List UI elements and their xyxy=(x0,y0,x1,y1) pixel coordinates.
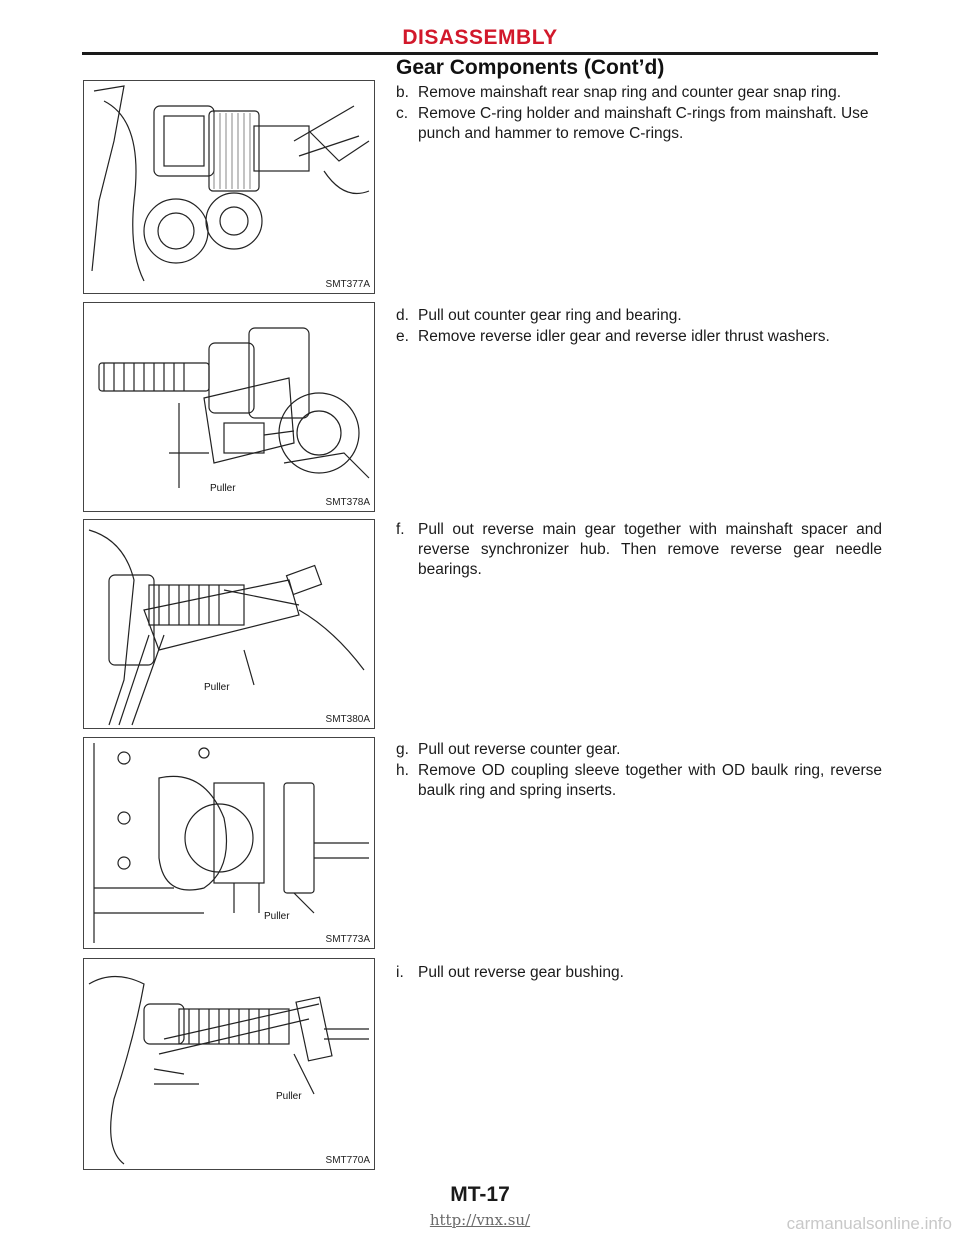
figure-code: SMT377A xyxy=(325,279,370,290)
step-e xyxy=(396,327,882,347)
figure-code: SMT773A xyxy=(325,934,370,945)
figure-smt773a xyxy=(83,737,375,949)
counter-gear-puller-illustration xyxy=(84,303,374,511)
step-text: Remove reverse idler gear and reverse idler thrust washers. xyxy=(418,328,830,345)
steps-block-4 xyxy=(396,740,882,802)
header-rule xyxy=(82,52,878,55)
reverse-counter-gear-puller-illustration xyxy=(84,738,374,948)
step-b xyxy=(396,83,882,103)
figure-smt378a xyxy=(83,302,375,512)
figure-smt380a xyxy=(83,519,375,729)
step-i xyxy=(396,963,882,983)
step-letter: b. xyxy=(396,84,409,101)
puller-label: Puller xyxy=(276,1091,302,1102)
figure-code: SMT378A xyxy=(325,497,370,508)
steps-block-2 xyxy=(396,306,882,348)
steps-block-1 xyxy=(396,83,882,145)
section-heading: DISASSEMBLY xyxy=(402,26,558,49)
steps-block-5 xyxy=(396,963,882,984)
figure-smt770a xyxy=(83,958,375,1170)
step-c xyxy=(396,104,882,144)
steps-block-3 xyxy=(396,520,882,581)
step-letter: h. xyxy=(396,762,409,779)
step-d xyxy=(396,306,882,326)
step-text: Pull out reverse gear bushing. xyxy=(418,964,624,981)
figure-code: SMT770A xyxy=(325,1155,370,1166)
puller-label: Puller xyxy=(210,483,236,494)
step-g xyxy=(396,740,882,760)
footer-link[interactable]: http://vnx.su/ xyxy=(429,1211,531,1229)
puller-label: Puller xyxy=(264,911,290,922)
step-f xyxy=(396,520,882,580)
step-text: Remove C-ring holder and mainshaft C-rings from mainshaft. Use punch and hammer to remove C-rings. xyxy=(418,105,869,142)
step-letter: i. xyxy=(396,964,404,981)
page-number: MT-17 xyxy=(450,1183,510,1206)
step-text: Remove mainshaft rear snap ring and counter gear snap ring. xyxy=(418,84,842,101)
figure-code: SMT380A xyxy=(325,714,370,725)
reverse-main-gear-puller-illustration xyxy=(84,520,374,728)
step-text: Pull out counter gear ring and bearing. xyxy=(418,307,682,324)
puller-label: Puller xyxy=(204,682,230,693)
watermark: carmanualsonline.info xyxy=(786,1214,952,1233)
step-text: Pull out reverse main gear together with mainshaft spacer and reverse synchronizer hub. Then remove reverse gear needle bearings. xyxy=(418,521,882,578)
snap-ring-removal-illustration xyxy=(84,81,374,293)
step-letter: g. xyxy=(396,741,409,758)
page-title: Gear Components (Cont’d) xyxy=(396,56,665,79)
step-letter: d. xyxy=(396,307,409,324)
step-h xyxy=(396,761,882,801)
step-letter: c. xyxy=(396,105,409,122)
reverse-gear-bushing-puller-illustration xyxy=(84,959,374,1169)
step-text: Pull out reverse counter gear. xyxy=(418,741,621,758)
figure-smt377a xyxy=(83,80,375,294)
step-letter: f. xyxy=(396,521,405,538)
step-text: Remove OD coupling sleeve together with OD baulk ring, reverse baulk ring and spring inserts. xyxy=(418,762,882,799)
step-letter: e. xyxy=(396,328,409,345)
